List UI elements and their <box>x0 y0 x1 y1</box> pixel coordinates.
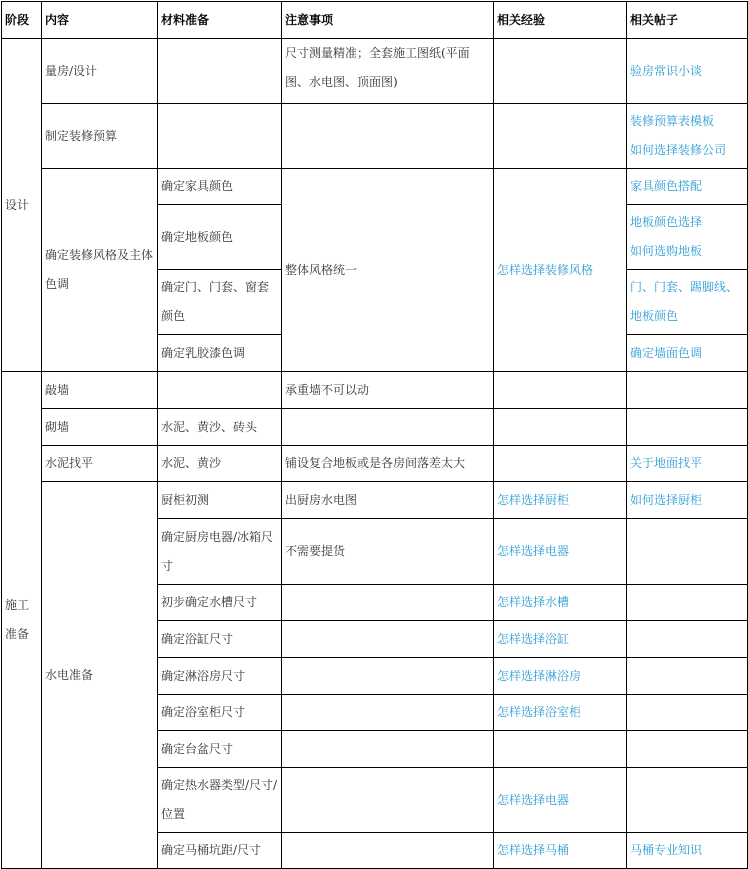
material-cell: 水泥、黄沙 <box>158 446 282 482</box>
post-links-cell <box>627 205 748 270</box>
post-link[interactable]: 装修预算表模板 <box>630 114 715 128</box>
content-cell: 量房/设计 <box>42 39 158 104</box>
notes-cell: 承重墙不可以动 <box>282 372 494 409</box>
notes-cell <box>282 731 494 768</box>
material-cell: 确定门、门套、窗套颜色 <box>158 270 282 335</box>
table-row <box>2 446 748 482</box>
experience-link[interactable]: 怎样选择电器 <box>494 768 627 833</box>
material-cell: 确定热水器类型/尺寸/位置 <box>158 768 282 833</box>
material-cell: 确定家具颜色 <box>158 169 282 205</box>
material-cell: 确定乳胶漆色调 <box>158 335 282 372</box>
content-cell: 确定装修风格及主体色调 <box>42 169 158 372</box>
experience-link[interactable]: 怎样选择淋浴房 <box>494 658 627 695</box>
post-links-cell <box>627 104 748 169</box>
content-cell: 水泥找平 <box>42 446 158 482</box>
material-cell: 厨柜初测 <box>158 482 282 519</box>
material-cell: 确定台盆尺寸 <box>158 731 282 768</box>
table-row <box>2 104 748 169</box>
experience-cell <box>494 372 627 409</box>
content-cell: 制定装修预算 <box>42 104 158 169</box>
post-link[interactable]: 马桶专业知识 <box>627 833 748 869</box>
experience-cell <box>494 104 627 169</box>
post-link[interactable]: 验房常识小谈 <box>627 39 748 104</box>
header-materials: 材料准备 <box>158 2 282 39</box>
post-cell <box>627 658 748 695</box>
notes-cell: 尺寸测量精准；全套施工图纸(平面图、水电图、顶面图) <box>282 39 494 104</box>
notes-cell: 铺设复合地板或是各房间落差太大 <box>282 446 494 482</box>
notes-cell: 出厨房水电图 <box>282 482 494 519</box>
material-cell: 确定浴缸尺寸 <box>158 621 282 658</box>
notes-cell <box>282 833 494 869</box>
content-cell: 敲墙 <box>42 372 158 409</box>
post-link[interactable]: 关于地面找平 <box>627 446 748 482</box>
experience-cell <box>494 39 627 104</box>
post-cell <box>627 695 748 731</box>
notes-cell <box>282 104 494 169</box>
post-link[interactable]: 如何选择厨柜 <box>627 482 748 519</box>
post-link[interactable]: 门、门套、踢脚线、地板颜色 <box>627 270 748 335</box>
material-cell: 初步确定水槽尺寸 <box>158 585 282 621</box>
post-link[interactable]: 如何选购地板 <box>630 244 703 258</box>
material-cell: 水泥、黄沙、砖头 <box>158 409 282 446</box>
material-cell <box>158 372 282 409</box>
notes-cell <box>282 695 494 731</box>
notes-cell <box>282 658 494 695</box>
post-link[interactable]: 地板颜色选择 <box>630 215 703 229</box>
material-cell: 确定马桶坑距/尺寸 <box>158 833 282 869</box>
notes-cell <box>282 621 494 658</box>
content-cell: 砌墙 <box>42 409 158 446</box>
notes-cell <box>282 585 494 621</box>
experience-link[interactable]: 怎样选择马桶 <box>494 833 627 869</box>
material-cell <box>158 104 282 169</box>
experience-cell <box>494 446 627 482</box>
post-cell <box>627 768 748 833</box>
experience-link[interactable]: 怎样选择水槽 <box>494 585 627 621</box>
notes-cell <box>282 768 494 833</box>
header-row <box>2 2 748 39</box>
table-row <box>2 482 748 519</box>
experience-link[interactable]: 怎样选择电器 <box>494 519 627 585</box>
header-stage: 阶段 <box>2 2 42 39</box>
notes-cell: 整体风格统一 <box>282 169 494 372</box>
experience-link[interactable]: 怎样选择浴缸 <box>494 621 627 658</box>
renovation-plan-table <box>1 1 748 869</box>
post-cell <box>627 372 748 409</box>
post-cell <box>627 621 748 658</box>
stage-construction: 施工准备 <box>2 372 42 869</box>
stage-design: 设计 <box>2 39 42 372</box>
content-cell: 水电准备 <box>42 482 158 869</box>
header-content: 内容 <box>42 2 158 39</box>
experience-link[interactable]: 怎样选择装修风格 <box>494 169 627 372</box>
post-link[interactable]: 如何选择装修公司 <box>630 143 727 157</box>
header-posts: 相关帖子 <box>627 2 748 39</box>
material-cell: 确定厨房电器/冰箱尺寸 <box>158 519 282 585</box>
experience-link[interactable]: 怎样选择浴室柜 <box>494 695 627 731</box>
post-cell <box>627 409 748 446</box>
post-link[interactable]: 家具颜色搭配 <box>627 169 748 205</box>
post-link[interactable]: 确定墙面色调 <box>627 335 748 372</box>
post-cell <box>627 519 748 585</box>
material-cell <box>158 39 282 104</box>
header-notes: 注意事项 <box>282 2 494 39</box>
table-row <box>2 372 748 409</box>
experience-link[interactable]: 怎样选择厨柜 <box>494 482 627 519</box>
material-cell: 确定浴室柜尺寸 <box>158 695 282 731</box>
experience-cell <box>494 731 627 768</box>
header-experience: 相关经验 <box>494 2 627 39</box>
post-cell <box>627 585 748 621</box>
experience-cell <box>494 409 627 446</box>
table-row <box>2 39 748 104</box>
material-cell: 确定地板颜色 <box>158 205 282 270</box>
material-cell: 确定淋浴房尺寸 <box>158 658 282 695</box>
post-cell <box>627 731 748 768</box>
table-row <box>2 169 748 205</box>
table-row <box>2 409 748 446</box>
notes-cell <box>282 409 494 446</box>
notes-cell: 不需要提货 <box>282 519 494 585</box>
